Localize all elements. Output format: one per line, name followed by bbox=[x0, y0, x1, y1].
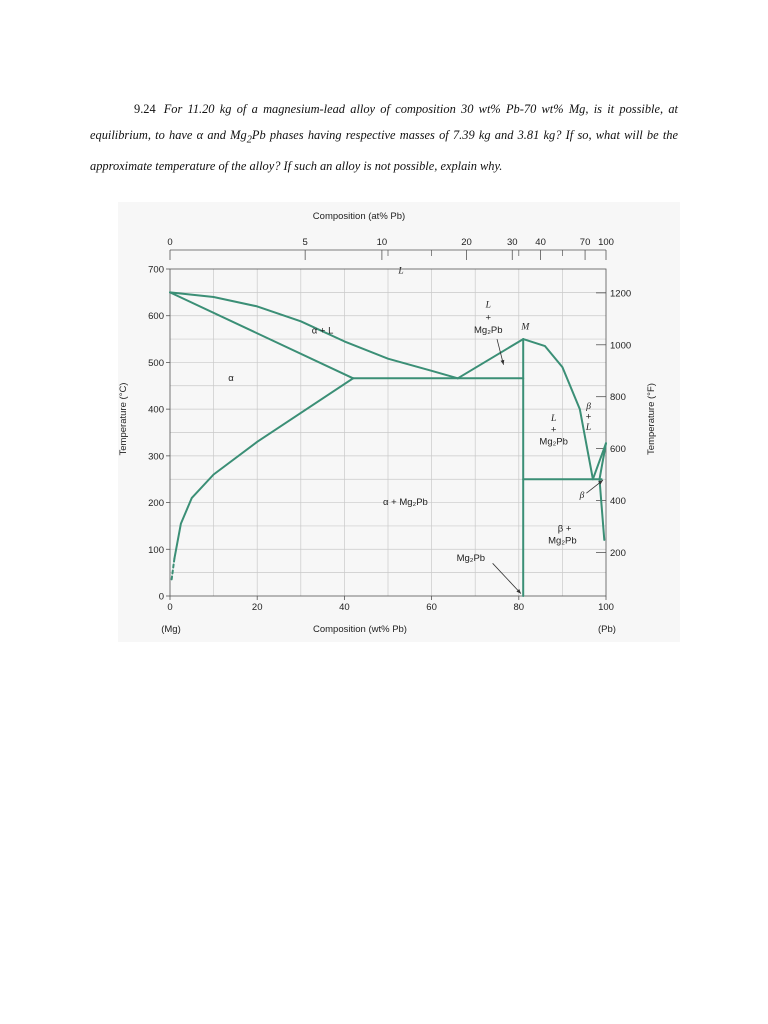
y-tick-label: 600 bbox=[148, 311, 164, 323]
phase-boundary-beta-solvus bbox=[600, 479, 605, 540]
problem-statement bbox=[90, 96, 678, 179]
region-label: β bbox=[586, 402, 591, 413]
region-label: + bbox=[585, 411, 592, 423]
problem-text-part1: For 11.20 kg of a magnesium-lead alloy of composition 30 wt% Pb-70 wt% Mg, is it possible, at equilibrium, to have α and Mg bbox=[90, 102, 678, 142]
region-label: + bbox=[485, 312, 492, 324]
region-label: L bbox=[585, 423, 592, 434]
region-label: Mg₂Pb bbox=[548, 535, 577, 547]
x-tick-label: 80 bbox=[513, 602, 525, 613]
y-tick-label: 200 bbox=[148, 498, 164, 510]
x-axis-title: Composition (wt% Pb) bbox=[313, 624, 407, 635]
arrow-Mg2Pb-line bbox=[493, 563, 521, 593]
right-tick-label: 1000 bbox=[610, 340, 632, 352]
x-end-label-mg: (Mg) bbox=[161, 624, 181, 635]
arrows bbox=[493, 339, 603, 594]
region-label: M bbox=[521, 322, 530, 333]
x-tick-label: 20 bbox=[251, 602, 263, 613]
x-tick-label: 0 bbox=[167, 602, 173, 613]
right-tick-label: 1200 bbox=[610, 288, 632, 300]
top-axis-title: Composition (at% Pb) bbox=[312, 211, 406, 222]
x-tick-label: 100 bbox=[598, 602, 614, 613]
region-label: β + bbox=[557, 523, 572, 535]
x-end-label-pb: (Pb) bbox=[598, 624, 616, 635]
region-label: + bbox=[550, 424, 557, 436]
region-label: α + Mg₂Pb bbox=[383, 496, 428, 508]
region-label: L bbox=[485, 300, 491, 311]
right-tick-label: 200 bbox=[610, 547, 626, 559]
y-tick-label: 500 bbox=[148, 357, 164, 369]
region-label: L bbox=[398, 266, 404, 277]
y-axis-title-right: Temperature (°F) bbox=[646, 383, 657, 455]
right-tick-label: 800 bbox=[610, 392, 626, 404]
phase-boundary-solvus-alpha-dashed bbox=[171, 559, 174, 582]
top-tick-label: 70 bbox=[579, 237, 591, 248]
problem-text-part2: Pb phases having respective masses of 7.39 kg and 3.81 kg? If so, what will be the approximate temperature of the alloy? If such an alloy is not possible, explain why. bbox=[90, 128, 678, 174]
region-label: Mg₂Pb bbox=[539, 436, 568, 448]
top-tick-label: 40 bbox=[535, 237, 546, 248]
region-label: α + L bbox=[311, 325, 334, 337]
y-axis-title-left: Temperature (°C) bbox=[118, 382, 129, 456]
region-labels bbox=[228, 267, 591, 564]
top-tick-label: 30 bbox=[506, 237, 518, 248]
y-tick-label: 0 bbox=[158, 591, 164, 603]
y-tick-label: 700 bbox=[148, 264, 164, 276]
top-tick-label: 10 bbox=[376, 237, 388, 248]
y-tick-label: 400 bbox=[148, 404, 164, 416]
y-tick-label: 100 bbox=[148, 544, 164, 556]
grid bbox=[170, 266, 606, 596]
region-label: L bbox=[551, 413, 557, 424]
top-tick-label: 100 bbox=[598, 237, 614, 248]
x-tick-label: 60 bbox=[426, 602, 437, 613]
y-tick-label: 300 bbox=[148, 451, 164, 463]
x-tick-label: 40 bbox=[339, 602, 350, 613]
region-label: α bbox=[228, 373, 234, 385]
region-label: β bbox=[579, 490, 585, 501]
phase-boundary-solvus-alpha bbox=[174, 378, 353, 558]
problem-text-subscript: 2 bbox=[246, 134, 252, 146]
top-tick-label: 5 bbox=[302, 237, 308, 248]
phase-diagram-svg bbox=[118, 202, 680, 642]
right-tick-label: 600 bbox=[610, 444, 626, 456]
phase-boundary-liquidus-mid bbox=[458, 339, 523, 378]
axes bbox=[148, 237, 631, 613]
region-label: Mg₂Pb bbox=[456, 552, 486, 564]
phase-diagram-figure bbox=[118, 202, 680, 642]
top-tick-label: 20 bbox=[461, 237, 472, 248]
problem-number: 9.24 bbox=[134, 102, 156, 116]
right-tick-label: 400 bbox=[610, 495, 626, 507]
top-tick-label: 0 bbox=[167, 237, 173, 248]
region-label: Mg₂Pb bbox=[474, 324, 503, 336]
